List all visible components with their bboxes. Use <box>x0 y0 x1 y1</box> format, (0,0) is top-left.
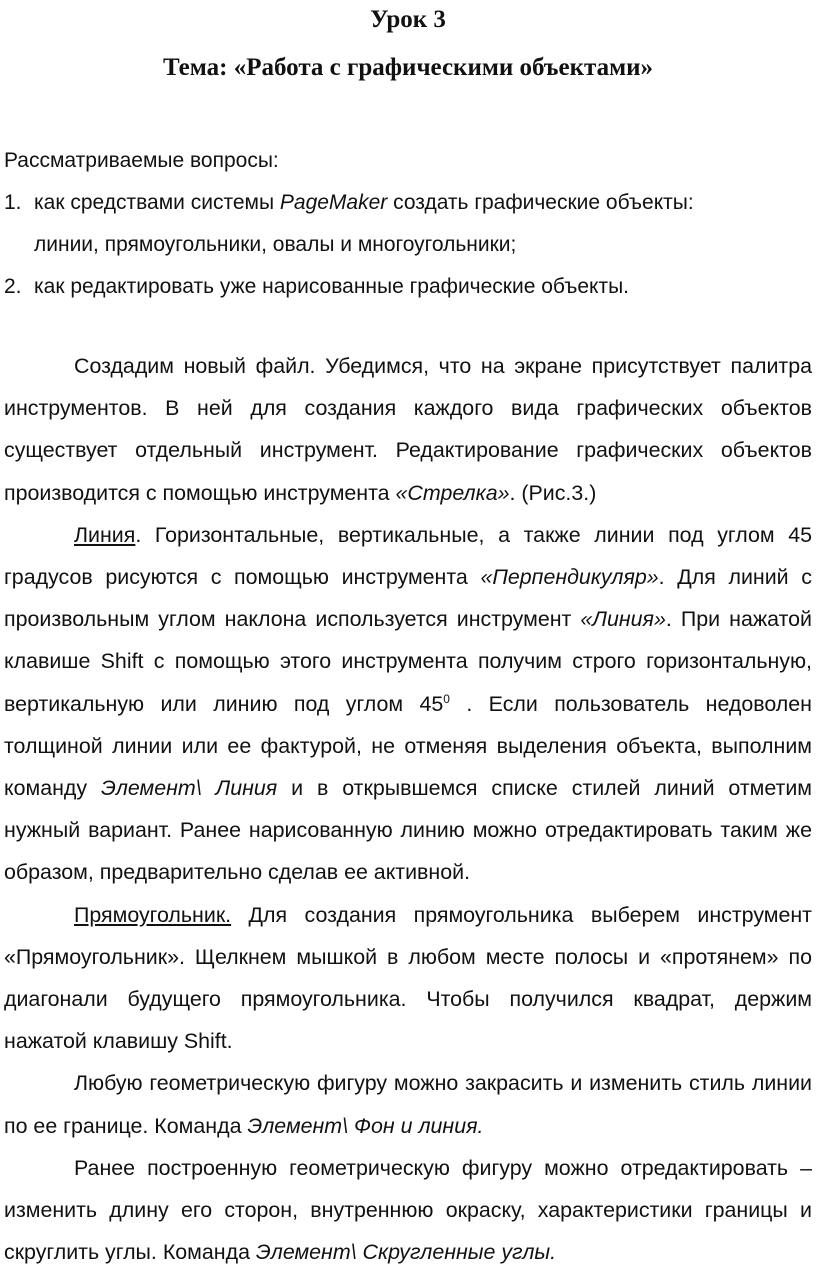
paragraph-text: . (Рис.3.) <box>509 480 597 505</box>
paragraph-intro <box>4 345 812 514</box>
command-name: Элемент\ Фон и линия. <box>247 1113 484 1138</box>
question-item <box>4 266 812 308</box>
paragraph-text: . Для линий с произвольным углом наклона используется инструмент <box>4 565 812 632</box>
paragraph-text: Создадим новый файл. Убедимся, что на экране присутствует палитра инструментов. В ней для создания каждого вида графических объектов существует отдельный инструмент. Редактирование графических объектов производится с помощью инструмента <box>4 354 812 505</box>
degree-superscript: 0 <box>443 691 450 706</box>
paragraph-text: . Если пользователь недоволен толщиной линии или ее фактурой, не отменяя выделения объекта, выполним команду <box>4 691 812 801</box>
questions-heading: Рассматриваемые вопросы: <box>4 149 279 172</box>
lesson-body <box>4 345 812 1273</box>
paragraph-fill <box>4 1062 812 1146</box>
paragraph-text: и в открывшемся списке стилей линий отметим нужный вариант. Ранее нарисованную линию можно отредактировать таким же образом, предварительно сделав ее активной. <box>4 776 812 885</box>
paragraph-text: Любую геометрическую фигуру можно закрасить и изменить стиль линии по ее границе. Команда <box>4 1071 812 1138</box>
paragraph-text: . Горизонтальные, вертикальные, а также линии под углом 45 градусов рисуются с помощью инструмента <box>4 522 812 590</box>
question-number: 1. <box>4 191 22 214</box>
question-text <box>34 182 812 266</box>
question-number: 2. <box>4 275 22 298</box>
paragraph-text: Для создания прямоугольника выберем инструмент «Прямоугольник». Щелкнем мышкой в любом месте полосы и «протянем» по диагонали будущего прямоугольника. Чтобы получился квадрат, держим нажатой клавишу Shift. <box>4 902 812 1054</box>
program-name: PageMaker <box>279 191 388 214</box>
question-text-part: создать графические объекты: <box>387 191 694 214</box>
question-text-part: как средствами системы <box>34 191 280 214</box>
tool-name: «Стрелка» <box>395 480 510 505</box>
paragraph-edit <box>4 1147 812 1274</box>
command-name: Элемент\ Линия <box>101 776 278 801</box>
question-text: как редактировать уже нарисованные графические объекты. <box>34 275 630 298</box>
tool-name: «Линия» <box>580 607 666 632</box>
paragraph-text: Ранее построенную геометрическую фигуру можно отредактировать – изменить длину его сторон, внутреннюю окраску, характеристики границы и скруглить углы. Команда <box>4 1155 812 1265</box>
paragraph-text: . При нажатой клавише Shift с помощью этого инструмента получим строго горизонтальную, вертикальную или линию под углом 45 <box>4 607 812 716</box>
lesson-title: Урок 3 <box>370 6 446 33</box>
paragraph-rectangle <box>4 894 812 1063</box>
term-line: Линия <box>74 522 136 547</box>
tool-name: «Перпендикуляр» <box>480 565 659 590</box>
question-item <box>4 182 812 266</box>
paragraph-line <box>4 514 812 894</box>
command-name: Элемент\ Скругленные углы. <box>255 1240 557 1265</box>
term-rectangle: Прямоугольник. <box>74 902 232 927</box>
question-text-line2: линии, прямоугольники, овалы и многоугольники; <box>34 233 517 256</box>
lesson-topic: Тема: «Работа с графическими объектами» <box>162 54 654 81</box>
questions-section <box>4 140 812 308</box>
